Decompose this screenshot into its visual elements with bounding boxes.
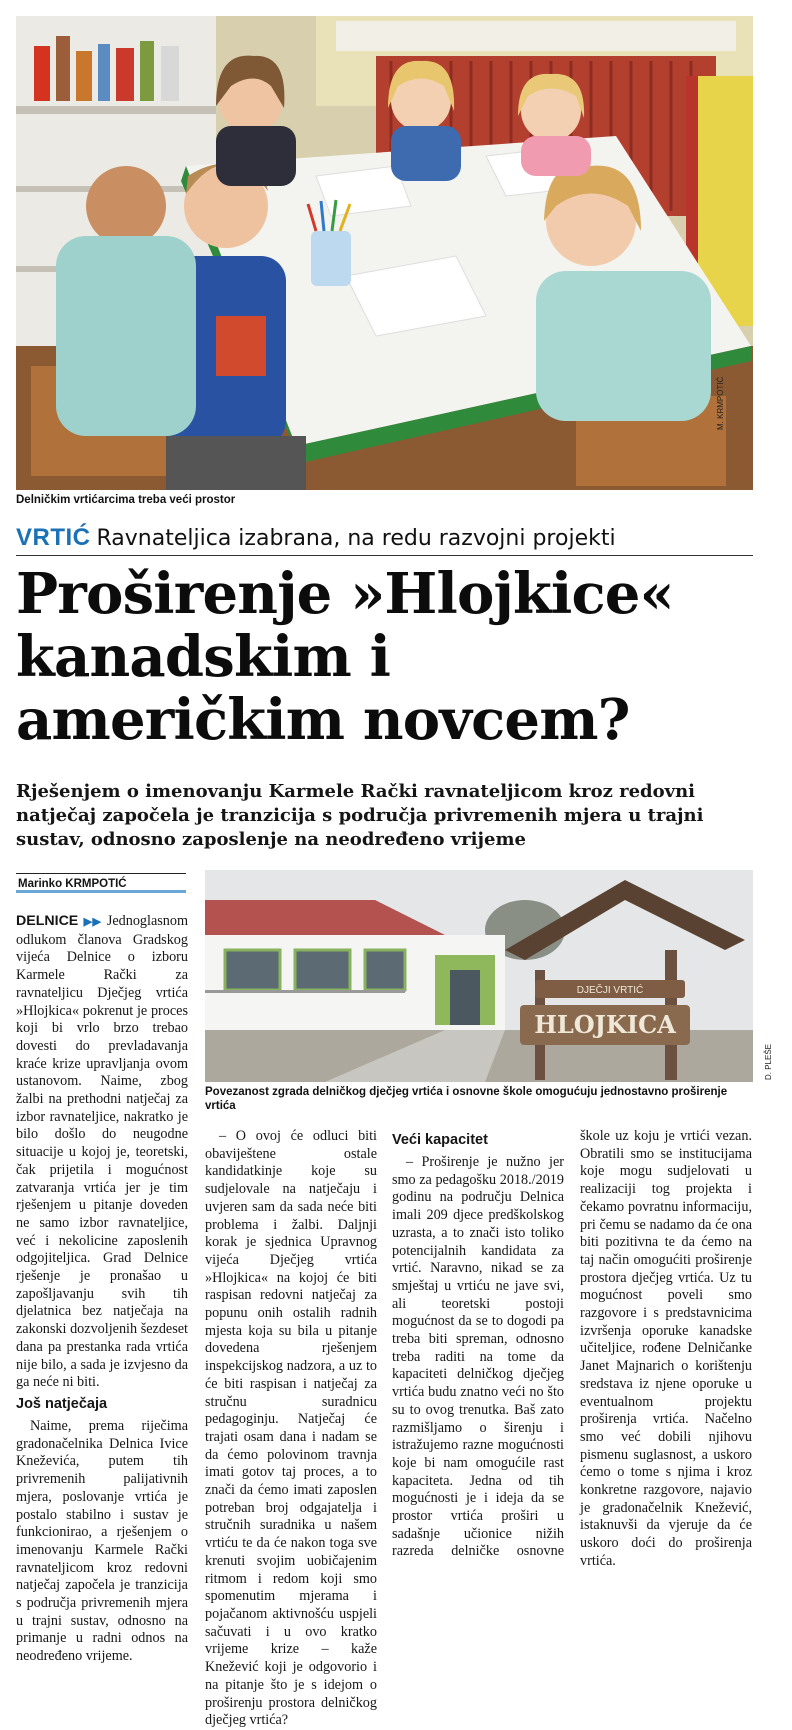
headline bbox=[16, 563, 776, 752]
headline-line-3: američkim novcem? bbox=[16, 687, 630, 753]
byline: Marinko KRMPOTIĆ bbox=[16, 873, 186, 893]
article-column-3 bbox=[392, 1128, 752, 1598]
article-paragraph: – Proširenje je nužno jer smo za pedagošku 2018./2019 godinu na području Delnica imali 209 djece predškolskog uzrasta, a to znači isto toliko potencijalnih kandidata za vrtić. Naravno, nikad se za smještaj u vrtiću ne jave svi, ali teoretski postoji mogućnost da se to dogodi pa treba biti spreman, odnosno treba raditi na tome da kapaciteti delničkog dječjeg vrtića budu znatno veći no što su to ovog trenutka. Baš zato razmišljamo o širenju i istražujemo razne mogućnosti koje bi nam omogućile rast kapaciteta. Jedna od tih mogućnosti je i ideja da se prostor vrtića proširi u sadašnje učionice nižih razreda delničke osnovne škole uz koju je vrtići vezan. Obratili smo se institucijama koje mogu sudjelovati u realizaciji tog projekta i čekamo povratnu informaciju, pri čemu se nadamo da će ona biti pozitivna te da ćemo na taj način omogućiti proširenje prostora dječjeg vrtića. Uz tu mogućnost poveli smo razgovore i s predstavnicima izvršenja oporuke kanadske učiteljice, rođene Delničanke Janet Majnarich o korištenju sredstava iz njene oporuke u eventualnom projektu proširenja vrtića. Načelno smo već dobili njihovu pismenu suglasnost, a uskoro ćemo o tome s njima i kroz konkretne razgovore, najavio je gradonačelnik Knežević, istaknuvši da vjeruje da će uskoro doći do proširenja vrtića. bbox=[392, 1128, 752, 1569]
section-kicker bbox=[16, 524, 616, 552]
headline-line-2: kanadskim i bbox=[16, 624, 391, 690]
headline-line-1: Proširenje »Hlojkice« bbox=[16, 561, 674, 627]
subheading: Još natječaja bbox=[16, 1395, 108, 1412]
building-illustration bbox=[205, 870, 753, 1082]
kicker-divider bbox=[16, 555, 753, 556]
kicker-text: Ravnateljica izabrana, na redu razvojni projekti bbox=[96, 526, 616, 551]
classroom-photo bbox=[16, 16, 753, 490]
sign-name-text: HLOJKICA bbox=[534, 1010, 676, 1039]
article-paragraph: – O ovoj će odluci biti obaviještene ostale kandidatkinje koje su sudjelovale na natječaju i uvjeren sam da sada neće biti problema i žalbi. Daljnji korak je sjednica Upravnog vijeća Dječjeg vrtića »Hlojkica« na kojoj će biti raspisan redovni natječaj za popunu onih ostalih radnih mjesta koja su bila u pitanje dovedena rješenjem inspekcijskog nadzora, a uz to će biti raspisan i natječaj za stručnu suradnicu pedagoginju. Natječaj će trajati osam dana i nadam se da ćemo polovinom travnja imati gotov taj proces, a to znači da ćemo imati zaposlen potreban broj odgajatelja i stručnih suradnika u našem vrtiću te da će nakon toga sve krenuti svojim uobičajenim ritmom i redom koji smo spomenutim mjerama i pojačanom aktivnošću uspjeli sačuvati i u ovo kratko vrijeme krize – kaže Knežević koji je odgovorio i na pitanje što je s idejom o proširenju prostora delničkog dječjeg vrtića? bbox=[205, 1128, 377, 1729]
dateline: DELNICE ▶▶ bbox=[16, 913, 102, 929]
article-paragraph: Naime, prema riječima gradonačelnika Delnica Ivice Kneževića, putem tih privremenih palijativnih mjera, poslovanje vrtića je postalo stabilno i sustav je funkcionirao, a rješenjem o imenovanju Karmele Rački ravnateljicom kroz redovni natječaj započela je tranzicija s područja privremenih mjera u trajni sustav, odnosno na primanje u radni odnos na neodređeno vrijeme. bbox=[16, 1417, 188, 1665]
article-column-2 bbox=[205, 1128, 377, 1730]
article-paragraph: DELNICE ▶▶ Jednoglasnom odlukom članova Gradskog vijeća Delnice o izboru Karmele Rački za ravnateljicu Dječjeg vrtića »Hlojkica« pokrenut je proces koji bi vrlo brzo trebao dovesti do prevladavanja kraće krize upravljanja ovom ustanovom. Naime, zbog žalbi na prethodni natječaj za izbor ravnateljice, nakratko je bilo došlo do neugodne situacije u kojoj je, teoretski, čak prijetila i mogućnost zatvaranja vrtića jer je tim rješenjem u pitanje doveden ne samo izbor ravnateljice, već i nekolicine zaposlenih odgojiteljica. Grad Delnice rješenje je pronašao u zapošljavanju svih tih djelatnica bez natječaja na zakonski dozvoljenih šezdeset dana pa prestanka rada vrtića nije bilo, a sada je izvjesno da ga neće ni biti. bbox=[16, 913, 188, 1391]
sign-top-text: DJEČJI VRTIĆ bbox=[576, 985, 644, 996]
section-tag: VRTIĆ bbox=[16, 524, 91, 551]
photo-caption-mid: Povezanost zgrada delničkog dječjeg vrtića i osnovne škole omogućuju jednostavno proširenje vrtića bbox=[205, 1086, 728, 1112]
photo-caption-top: Delničkim vrtićarcima treba veći prostor bbox=[16, 494, 236, 506]
photo-credit-top: M. KRMPOTIĆ bbox=[716, 376, 725, 430]
photo-credit-mid: D. PLEŠE bbox=[764, 1043, 773, 1080]
classroom-illustration bbox=[16, 16, 753, 490]
kindergarten-building-photo bbox=[205, 870, 753, 1082]
lead-paragraph: Rješenjem o imenovanju Karmele Rački ravnateljicom kroz redovni natječaj započela je tranzicija s područja privremenih mjera u trajni sustav, odnosno zaposlenje na neodređeno vrijeme bbox=[16, 781, 704, 850]
subheading: Veći kapacitet bbox=[392, 1132, 488, 1148]
article-column-1 bbox=[16, 913, 188, 1666]
